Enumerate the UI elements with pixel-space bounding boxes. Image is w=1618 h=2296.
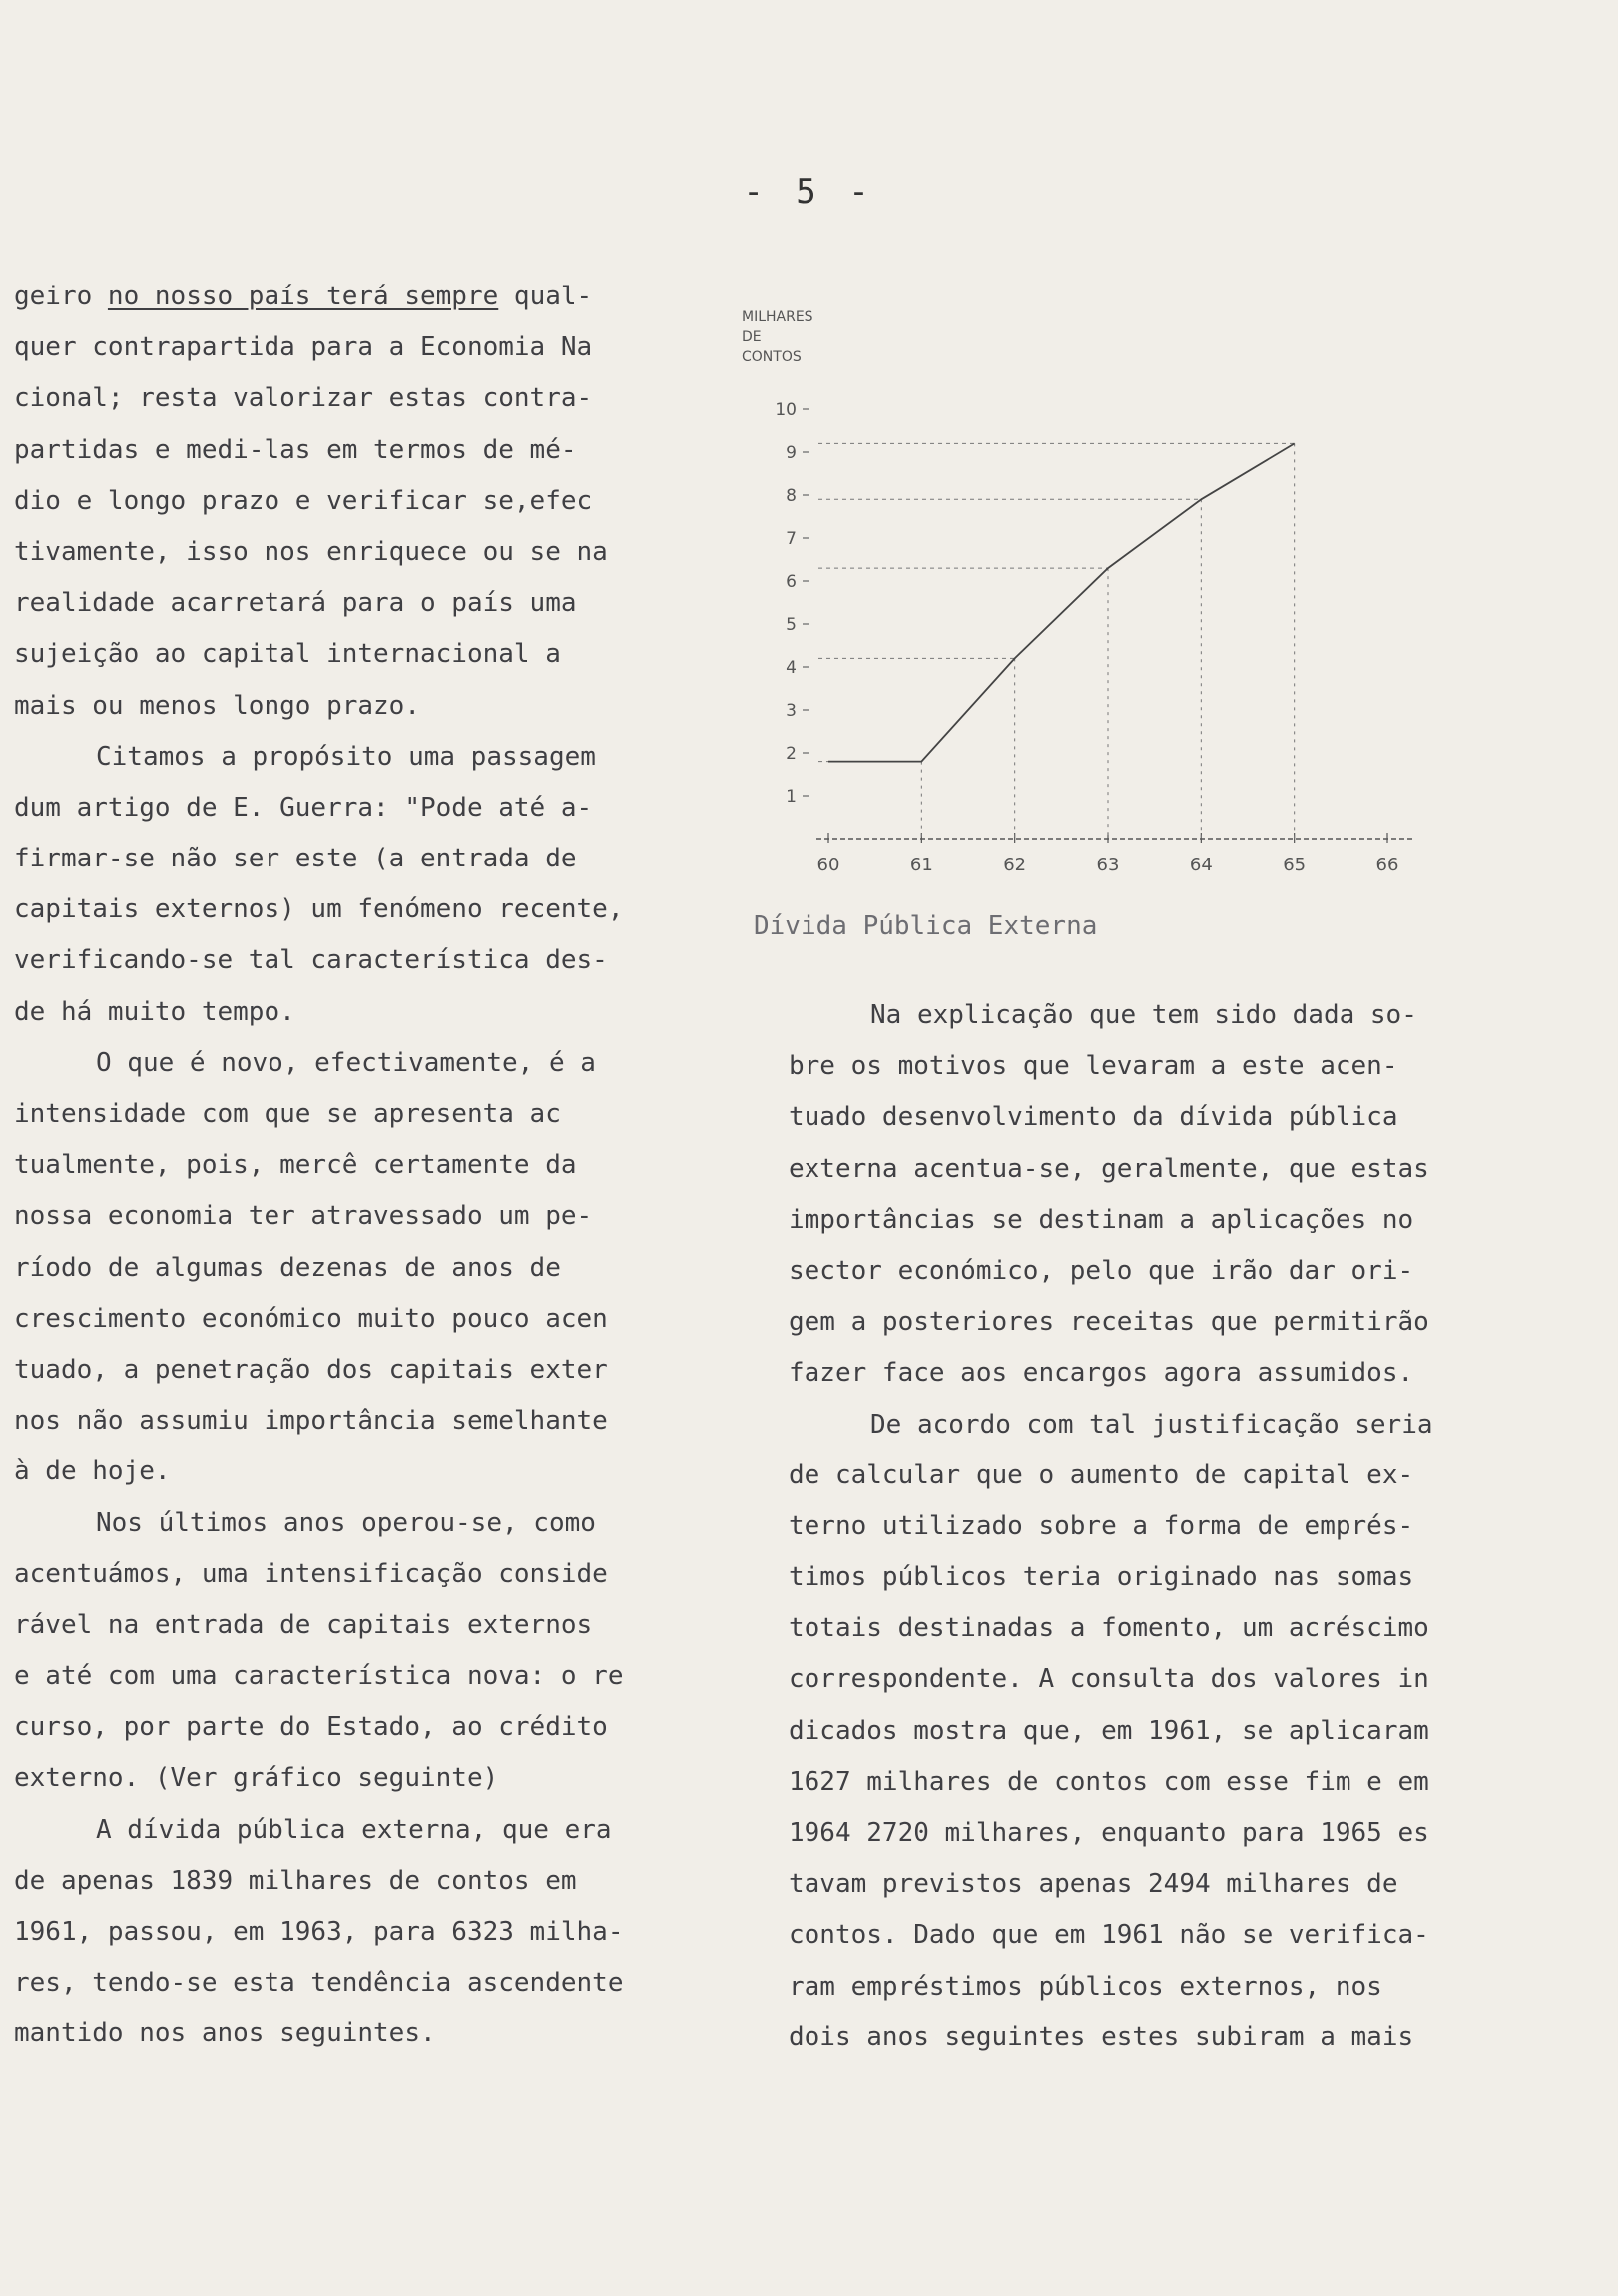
text-line-content: tualmente, pois, mercê certamente da [14, 1150, 577, 1181]
text-line [14, 1191, 658, 1242]
text-line [789, 1757, 1487, 1808]
text-line-content: timos públicos teria originado nas somas [789, 1562, 1414, 1593]
x-tick-label: 63 [1096, 855, 1120, 875]
text-line [14, 322, 658, 373]
series-line [828, 443, 1295, 761]
chart-caption: Dívida Pública Externa [754, 911, 1098, 941]
text-line [789, 1603, 1487, 1654]
text-line-content: A dívida pública externa, que era [96, 1814, 612, 1845]
y-tick-label: 3 [786, 701, 797, 721]
text-line-content: mantido nos anos seguintes. [14, 2018, 436, 2049]
text-line-content: externa acentua-se, geralmente, que estas [789, 1153, 1429, 1184]
text-line [789, 1144, 1487, 1195]
text-line [14, 1753, 658, 1804]
text-line [789, 1195, 1487, 1246]
text-line [789, 1041, 1487, 1092]
text-line [14, 884, 658, 935]
text-line-content: ríodo de algumas dezenas de anos de [14, 1252, 561, 1283]
text-line [14, 1140, 658, 1191]
text-line-content: de calcular que o aumento de capital ex- [789, 1459, 1414, 1490]
text-line [14, 834, 658, 884]
text-line [14, 732, 658, 783]
text-line-content: rável na entrada de capitais externos [14, 1609, 593, 1640]
text-line [789, 1092, 1487, 1143]
text-line-content: à de hoje. [14, 1456, 171, 1487]
x-tick-label: 62 [1003, 855, 1027, 875]
text-line-content: mais ou menos longo prazo. [14, 690, 420, 721]
text-line [14, 373, 658, 424]
text-line-content: Na explicação que tem sido dada so- [870, 1000, 1417, 1030]
text-line-content: dio e longo prazo e verificar se,efec [14, 485, 593, 516]
text-line [14, 1498, 658, 1549]
text-line-content: 1627 milhares de contos com esse fim e em [789, 1766, 1429, 1797]
x-tick-label: 61 [909, 855, 933, 875]
text-line [14, 527, 658, 578]
text-line-content: de há muito tempo. [14, 996, 295, 1027]
text-line [14, 1089, 658, 1140]
x-tick-label: 64 [1189, 855, 1213, 875]
text-line [789, 1450, 1487, 1501]
text-line-content: capitais externos) um fenómeno recente, [14, 894, 624, 925]
text-line-content: tavam previstos apenas 2494 milhares de [789, 1869, 1398, 1900]
text-line-content: firmar-se não ser este (a entrada de [14, 844, 577, 874]
y-tick-label: 6 [786, 572, 797, 592]
y-tick-label: 5 [786, 615, 797, 635]
text-line [14, 2009, 658, 2059]
text-line-content: tuado desenvolvimento da dívida pública [789, 1102, 1398, 1133]
text-line-content: importâncias se destinam a aplicações no [789, 1204, 1414, 1235]
text-line-content: contos. Dado que em 1961 não se verifica- [789, 1920, 1429, 1951]
text-line [14, 1958, 658, 2009]
text-line [789, 990, 1487, 1041]
text-line [789, 1962, 1487, 2012]
text-line-content: intensidade com que se apresenta ac [14, 1099, 561, 1129]
text-line [789, 1552, 1487, 1603]
text-line-content: nossa economia ter atravessado um pe- [14, 1201, 593, 1232]
text-line-content: O que é novo, efectivamente, é a [96, 1047, 596, 1078]
text-line-content: gem a posteriores receitas que permitirão [789, 1307, 1429, 1338]
text-line-content: ram empréstimos públicos externos, nos [789, 1971, 1382, 2002]
text-line-content: nos não assumiu importância semelhante [14, 1406, 608, 1436]
text-line [14, 987, 658, 1038]
text-line-tail: qual- [498, 282, 593, 311]
text-line-content: dois anos seguintes estes subiram a mais [789, 2021, 1414, 2052]
text-line [14, 1651, 658, 1702]
text-line-content: acentuámos, uma intensificação conside [14, 1558, 608, 1589]
text-line-content: res, tendo-se esta tendência ascendente [14, 1968, 624, 1999]
text-line [789, 1859, 1487, 1910]
right-text-column [789, 990, 1487, 2063]
y-axis-label: MILHARES [742, 309, 813, 325]
y-tick-label: 2 [786, 744, 797, 764]
text-line-content: e até com uma característica nova: o re [14, 1661, 624, 1692]
text-line-content: curso, por parte do Estado, ao crédito [14, 1712, 608, 1743]
y-tick-label: 8 [786, 486, 797, 506]
text-line [14, 1243, 658, 1294]
text-line [789, 1910, 1487, 1961]
page-number: - 5 - [743, 172, 875, 212]
y-axis-label: CONTOS [742, 349, 802, 365]
text-line [14, 1294, 658, 1345]
text-line [14, 783, 658, 834]
y-tick-label: 7 [786, 529, 797, 549]
text-line [14, 1345, 658, 1396]
text-line-content: de apenas 1839 milhares de contos em [14, 1865, 577, 1896]
text-line [789, 1654, 1487, 1705]
text-line-content: Citamos a propósito uma passagem [96, 741, 596, 772]
text-line-content: totais destinadas a fomento, um acréscimo [789, 1613, 1429, 1644]
y-tick-label: 4 [786, 658, 797, 678]
text-line [789, 1400, 1487, 1450]
text-line [14, 1600, 658, 1651]
text-line-content: terno utilizado sobre a forma de emprés- [789, 1510, 1414, 1541]
text-line-content: cional; resta valorizar estas contra- [14, 383, 593, 414]
text-line-content: De acordo com tal justificação seria [870, 1409, 1433, 1439]
chart-svg [734, 299, 1492, 878]
text-line-content: tivamente, isso nos enriquece ou se na [14, 536, 608, 567]
x-tick-label: 66 [1375, 855, 1399, 875]
text-line [14, 1805, 658, 1856]
left-text-column [14, 272, 658, 2060]
y-axis-label: DE [742, 329, 762, 345]
text-line [14, 578, 658, 629]
text-line-content: dum artigo de E. Guerra: "Pode até a- [14, 792, 593, 823]
text-line [789, 1246, 1487, 1297]
y-tick-label: 9 [786, 443, 797, 463]
text-line [789, 1706, 1487, 1757]
text-line [14, 629, 658, 680]
text-line [14, 1446, 658, 1497]
text-line [14, 1856, 658, 1907]
underlined-text: no nosso país terá sempre [107, 282, 499, 311]
text-line [14, 681, 658, 732]
text-line-content: correspondente. A consulta dos valores in [789, 1664, 1429, 1695]
y-tick-label: 1 [786, 787, 797, 807]
text-line [14, 935, 658, 986]
text-line-content: verificando-se tal característica des- [14, 945, 608, 976]
text-line-content: 1961, passou, em 1963, para 6323 milha- [14, 1917, 624, 1947]
text-line-content: externo. (Ver gráfico seguinte) [14, 1763, 499, 1794]
text-line [789, 1501, 1487, 1552]
text-line-content: crescimento económico muito pouco acen [14, 1303, 608, 1334]
text-line [14, 1396, 658, 1446]
text-line-content: sujeição ao capital internacional a [14, 639, 561, 670]
text-line [14, 1038, 658, 1089]
text-line [14, 272, 658, 322]
x-tick-label: 60 [816, 855, 840, 875]
text-line [14, 1907, 658, 1958]
x-tick-label: 65 [1283, 855, 1307, 875]
text-line [14, 425, 658, 476]
text-line-content: 1964 2720 milhares, enquanto para 1965 es [789, 1818, 1429, 1848]
text-line-content: fazer face aos encargos agora assumidos. [789, 1358, 1414, 1389]
text-line-content: dicados mostra que, em 1961, se aplicaram [789, 1715, 1429, 1746]
text-line-content: tuado, a penetração dos capitais exter [14, 1354, 608, 1385]
text-line [789, 1348, 1487, 1399]
y-tick-label: 10 [775, 400, 797, 420]
text-line-content: geiro [14, 282, 108, 311]
text-line-content: sector económico, pelo que irão dar ori- [789, 1255, 1414, 1286]
debt-chart [734, 299, 1492, 878]
text-line [789, 1808, 1487, 1859]
text-line-content: bre os motivos que levaram a este acen- [789, 1051, 1398, 1082]
text-line-content: Nos últimos anos operou-se, como [96, 1507, 596, 1538]
text-line [14, 1549, 658, 1600]
text-line-content: partidas e medi-las em termos de mé- [14, 434, 577, 465]
text-line [14, 476, 658, 527]
text-line [14, 1702, 658, 1753]
text-line [789, 2012, 1487, 2063]
text-line [789, 1297, 1487, 1348]
text-line-content: quer contrapartida para a Economia Na [14, 332, 593, 363]
text-line-content: realidade acarretará para o país uma [14, 588, 577, 619]
